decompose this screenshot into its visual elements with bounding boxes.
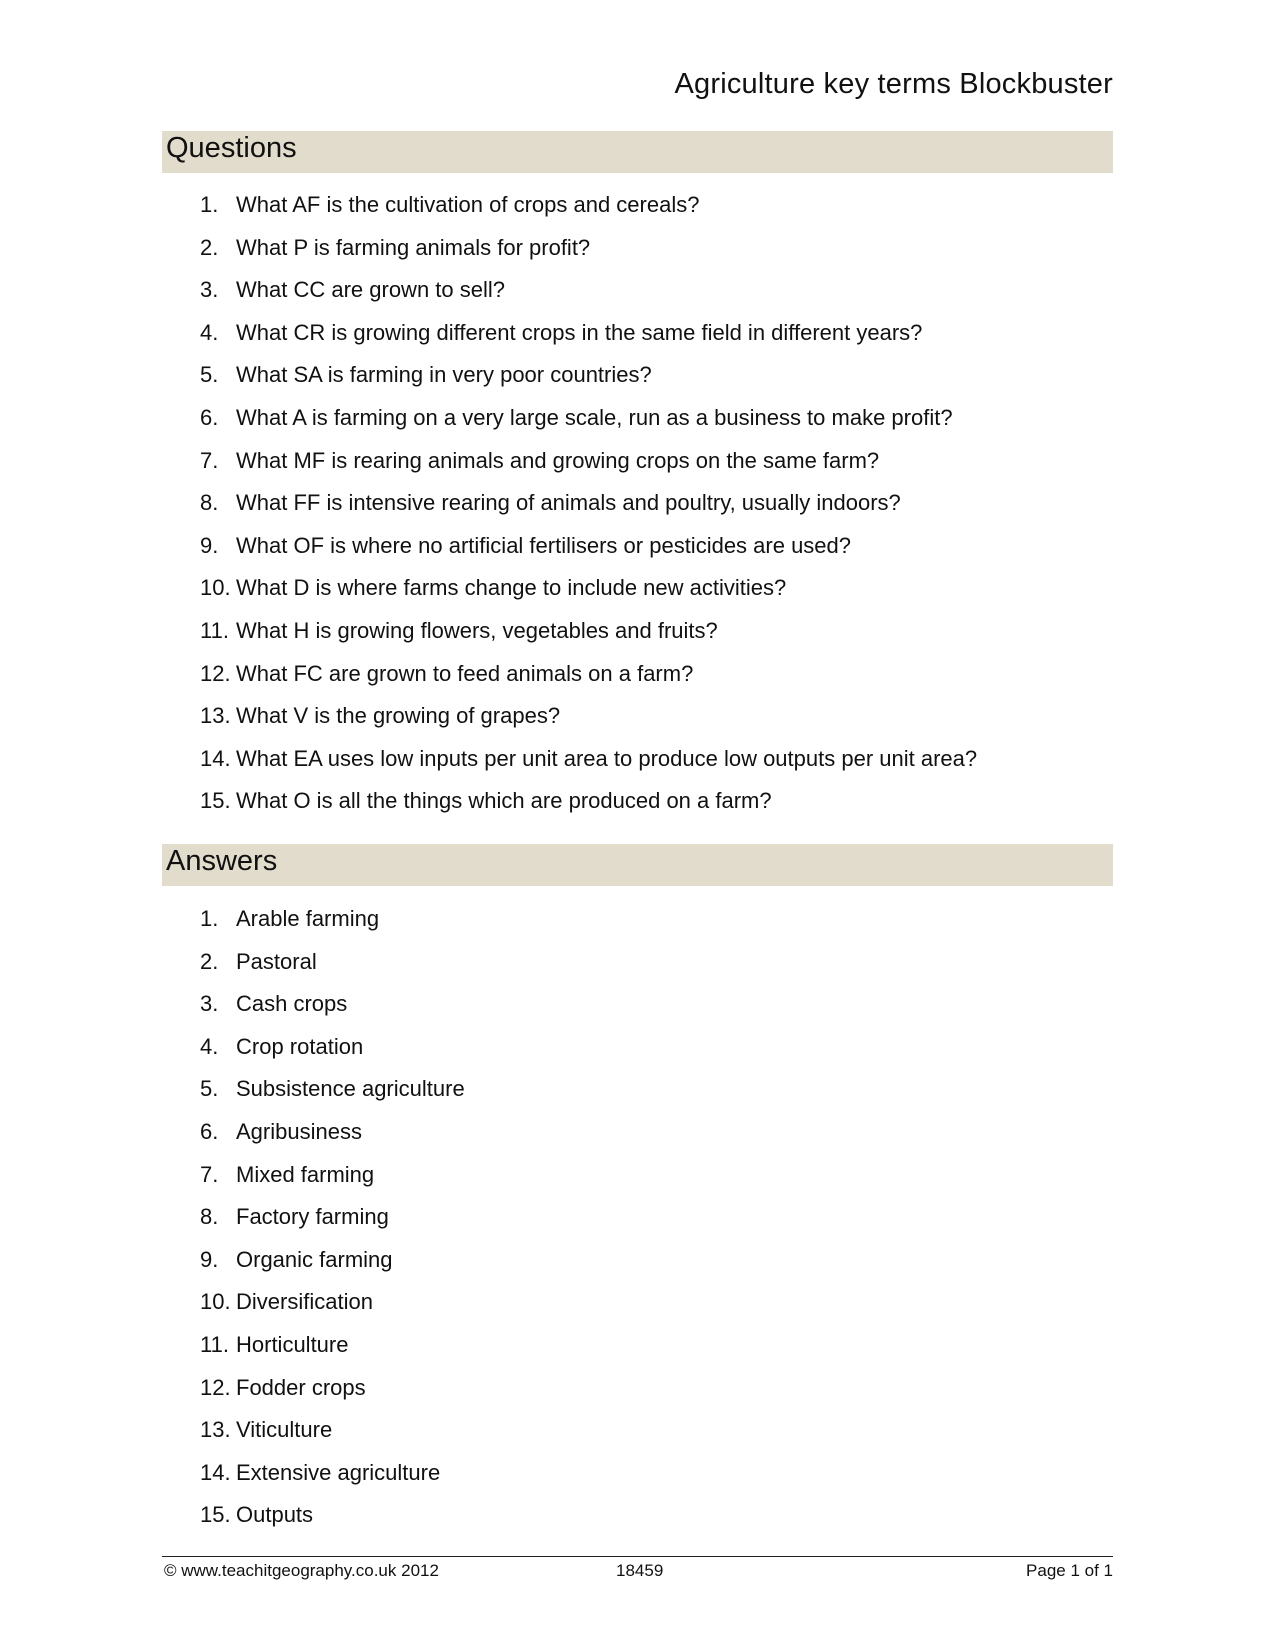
question-text: What FF is intensive rearing of animals and poultry, usually indoors? <box>236 490 901 516</box>
footer-copyright: © www.teachitgeography.co.uk 2012 <box>164 1561 439 1580</box>
question-item <box>200 610 1100 653</box>
answers-heading: Answers <box>166 845 278 877</box>
answers-list <box>200 898 1100 1537</box>
answer-text: Factory farming <box>236 1204 389 1230</box>
answer-item <box>200 1452 1100 1495</box>
answer-item <box>200 1111 1100 1154</box>
question-text: What EA uses low inputs per unit area to produce low outputs per unit area? <box>236 745 978 771</box>
answer-number: 14. <box>200 1459 231 1485</box>
question-item <box>200 184 1100 227</box>
answer-text: Outputs <box>236 1502 314 1528</box>
question-number: 4. <box>200 319 219 345</box>
question-text: What MF is rearing animals and growing crops on the same farm? <box>236 447 880 473</box>
question-number: 3. <box>200 277 219 303</box>
answer-text: Mixed farming <box>236 1161 375 1187</box>
answer-number: 11. <box>200 1331 229 1357</box>
answer-number: 2. <box>200 948 219 974</box>
answer-number: 7. <box>200 1161 219 1187</box>
answer-text: Diversification <box>236 1289 373 1315</box>
question-text: What O is all the things which are produced on a farm? <box>236 788 772 814</box>
question-text: What A is farming on a very large scale, run as a business to make profit? <box>236 404 953 430</box>
question-text: What OF is where no artificial fertilisers or pesticides are used? <box>236 532 852 558</box>
answer-item <box>200 898 1100 941</box>
answer-text: Arable farming <box>236 906 380 931</box>
question-item <box>200 227 1100 270</box>
answer-number: 8. <box>200 1204 219 1230</box>
answer-number: 9. <box>200 1246 219 1272</box>
question-number: 10. <box>200 575 231 601</box>
footer-divider <box>162 1556 1113 1557</box>
questions-list <box>200 184 1100 823</box>
questions-heading: Questions <box>166 132 297 164</box>
question-item <box>200 567 1100 610</box>
answer-number: 5. <box>200 1076 219 1102</box>
question-text: What FC are grown to feed animals on a farm? <box>236 660 694 686</box>
question-item <box>200 312 1100 355</box>
question-number: 13. <box>200 703 231 729</box>
question-item <box>200 354 1100 397</box>
question-number: 6. <box>200 404 219 430</box>
answer-number: 3. <box>200 991 219 1017</box>
answer-text: Extensive agriculture <box>236 1459 441 1485</box>
questions-section-header <box>162 131 1113 173</box>
answer-item <box>200 1494 1100 1537</box>
answer-item <box>200 1324 1100 1367</box>
answers-section-header <box>162 844 1113 886</box>
question-text: What H is growing flowers, vegetables and fruits? <box>236 617 718 643</box>
question-text: What P is farming animals for profit? <box>236 234 591 260</box>
question-text: What SA is farming in very poor countries? <box>236 362 652 388</box>
question-item <box>200 397 1100 440</box>
answer-item <box>200 1068 1100 1111</box>
question-item <box>200 738 1100 781</box>
answer-item <box>200 1409 1100 1452</box>
question-number: 1. <box>200 192 219 217</box>
question-number: 2. <box>200 234 219 260</box>
answer-number: 12. <box>200 1374 231 1400</box>
answer-text: Subsistence agriculture <box>236 1076 465 1102</box>
question-item <box>200 440 1100 483</box>
footer-resource-code: 18459 <box>616 1561 664 1580</box>
question-item <box>200 482 1100 525</box>
answer-number: 1. <box>200 906 219 931</box>
answer-text: Viticulture <box>236 1417 333 1443</box>
answer-text: Fodder crops <box>236 1374 366 1400</box>
question-number: 5. <box>200 362 219 388</box>
answer-number: 4. <box>200 1033 219 1059</box>
question-number: 15. <box>200 788 231 814</box>
document-title: Agriculture key terms Blockbuster <box>674 68 1113 100</box>
answer-item <box>200 983 1100 1026</box>
footer-page-number: Page 1 of 1 <box>1026 1561 1113 1580</box>
answer-number: 13. <box>200 1417 231 1443</box>
answer-text: Agribusiness <box>236 1118 362 1144</box>
answer-item <box>200 1239 1100 1282</box>
question-item <box>200 780 1100 823</box>
question-number: 8. <box>200 490 219 516</box>
answer-item <box>200 1367 1100 1410</box>
question-item <box>200 525 1100 568</box>
question-text: What CR is growing different crops in the same field in different years? <box>236 319 923 345</box>
question-text: What AF is the cultivation of crops and cereals? <box>236 192 700 217</box>
question-number: 14. <box>200 745 231 771</box>
question-number: 9. <box>200 532 219 558</box>
question-number: 12. <box>200 660 231 686</box>
answer-text: Crop rotation <box>236 1033 364 1059</box>
question-text: What D is where farms change to include new activities? <box>236 575 787 601</box>
answer-text: Pastoral <box>236 948 317 974</box>
question-number: 11. <box>200 617 229 643</box>
answer-number: 6. <box>200 1118 219 1144</box>
answer-text: Cash crops <box>236 991 348 1017</box>
answer-item <box>200 941 1100 984</box>
question-text: What CC are grown to sell? <box>236 277 505 303</box>
answer-text: Horticulture <box>236 1331 349 1357</box>
answer-item <box>200 1196 1100 1239</box>
question-item <box>200 695 1100 738</box>
question-text: What V is the growing of grapes? <box>236 703 561 729</box>
question-item <box>200 269 1100 312</box>
question-number: 7. <box>200 447 219 473</box>
answer-item <box>200 1026 1100 1069</box>
answer-text: Organic farming <box>236 1246 393 1272</box>
answer-number: 15. <box>200 1502 231 1528</box>
answer-item <box>200 1281 1100 1324</box>
question-item <box>200 653 1100 696</box>
answer-number: 10. <box>200 1289 231 1315</box>
answer-item <box>200 1154 1100 1197</box>
